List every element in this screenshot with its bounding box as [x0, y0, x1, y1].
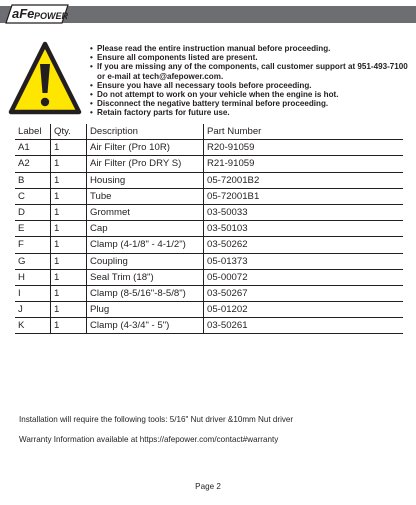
table-row: [15, 188, 403, 204]
cell-qty: 1: [51, 156, 87, 172]
cell-description: Grommet: [87, 204, 204, 220]
cell-description: Air Filter (Pro DRY S): [87, 156, 204, 172]
table-row: [15, 318, 403, 334]
cell-part-number: 03-50261: [204, 318, 404, 334]
cell-label: B: [15, 172, 51, 188]
cell-label: D: [15, 204, 51, 220]
afe-power-logo: [4, 2, 72, 26]
cell-part-number: 05-00072: [204, 269, 404, 285]
table-row: [15, 156, 403, 172]
notice-item: • If you are missing any of the components, call customer support at 951-493-7100 or e-mail at tech@afepower.com.: [90, 62, 408, 81]
cell-description: Plug: [87, 302, 204, 318]
table-row: [15, 172, 403, 188]
cell-description: Housing: [87, 172, 204, 188]
notice-item: • Ensure all components listed are present.: [90, 53, 258, 63]
cell-part-number: 05-72001B1: [204, 188, 404, 204]
cell-part-number: R20-91059: [204, 140, 404, 156]
notice-text: Retain factory parts for future use.: [97, 108, 230, 118]
cell-label: A2: [15, 156, 51, 172]
cell-label: H: [15, 269, 51, 285]
cell-description: Clamp (4-3/4" - 5"): [87, 318, 204, 334]
safety-notices: [90, 44, 412, 118]
page-number: Page 2: [195, 482, 221, 491]
cell-description: Clamp (4-1/8" - 4-1/2"): [87, 237, 204, 253]
cell-qty: 1: [51, 188, 87, 204]
cell-qty: 1: [51, 140, 87, 156]
cell-description: Air Filter (Pro 10R): [87, 140, 204, 156]
cell-part-number: 03-50033: [204, 204, 404, 220]
header-qty: Qty.: [51, 124, 87, 140]
notice-item: • Do not attempt to work on your vehicle when the engine is hot.: [90, 90, 339, 100]
cell-qty: 1: [51, 172, 87, 188]
table-row: [15, 285, 403, 301]
table-row: [15, 204, 403, 220]
afe-power-logo-mark: [4, 2, 72, 26]
header-label: Label: [15, 124, 51, 140]
tools-note: Installation will require the following tools: 5/16" Nut driver &10mm Nut driver: [19, 415, 294, 424]
notice-text: Disconnect the negative battery terminal before proceeding.: [97, 99, 329, 109]
table-row: [15, 221, 403, 237]
cell-qty: 1: [51, 285, 87, 301]
cell-description: Coupling: [87, 253, 204, 269]
notice-item: • Retain factory parts for future use.: [90, 108, 230, 118]
cell-qty: 1: [51, 253, 87, 269]
cell-label: A1: [15, 140, 51, 156]
cell-qty: 1: [51, 269, 87, 285]
notice-text: Ensure all components listed are present.: [97, 53, 258, 63]
cell-label: I: [15, 285, 51, 301]
table-row: [15, 302, 403, 318]
notice-text: If you are missing any of the components, call customer support at 951-493-7100 or e-mail at tech@afepower.com.: [97, 62, 408, 81]
warning-triangle-icon: [8, 40, 82, 118]
notice-text: Do not attempt to work on your vehicle when the engine is hot.: [97, 90, 339, 100]
table-header-row: [15, 124, 403, 140]
cell-part-number: 03-50267: [204, 285, 404, 301]
cell-label: J: [15, 302, 51, 318]
cell-description: Seal Trim (18"): [87, 269, 204, 285]
cell-part-number: R21-91059: [204, 156, 404, 172]
cell-label: E: [15, 221, 51, 237]
notice-text: Please read the entire instruction manual before proceeding.: [97, 44, 331, 53]
table-row: [15, 237, 403, 253]
cell-part-number: 05-72001B2: [204, 172, 404, 188]
cell-description: Tube: [87, 188, 204, 204]
cell-label: F: [15, 237, 51, 253]
logo-subtext: POWER: [34, 11, 69, 21]
table-row: [15, 253, 403, 269]
cell-part-number: 05-01202: [204, 302, 404, 318]
cell-qty: 1: [51, 318, 87, 334]
logo-text: aFe: [12, 6, 35, 21]
notice-item: • Ensure you have all necessary tools before proceeding.: [90, 80, 312, 90]
notice-text: Ensure you have all necessary tools before proceeding.: [97, 80, 312, 90]
cell-label: C: [15, 188, 51, 204]
cell-qty: 1: [51, 237, 87, 253]
parts-table: [15, 124, 403, 334]
cell-description: Clamp (8-5/16"-8-5/8"): [87, 285, 204, 301]
table-row: [15, 140, 403, 156]
notice-item: • Please read the entire instruction manual before proceeding.: [90, 44, 331, 53]
header-part-number: Part Number: [204, 124, 404, 140]
table-row: [15, 269, 403, 285]
cell-qty: 1: [51, 221, 87, 237]
warranty-note: Warranty Information available at https://afepower.com/contact#warranty: [19, 435, 279, 444]
notice-item: • Disconnect the negative battery terminal before proceeding.: [90, 99, 329, 109]
cell-part-number: 05-01373: [204, 253, 404, 269]
cell-label: K: [15, 318, 51, 334]
cell-qty: 1: [51, 204, 87, 220]
cell-part-number: 03-50103: [204, 221, 404, 237]
cell-part-number: 03-50262: [204, 237, 404, 253]
header-description: Description: [87, 124, 204, 140]
cell-qty: 1: [51, 302, 87, 318]
cell-description: Cap: [87, 221, 204, 237]
cell-label: G: [15, 253, 51, 269]
